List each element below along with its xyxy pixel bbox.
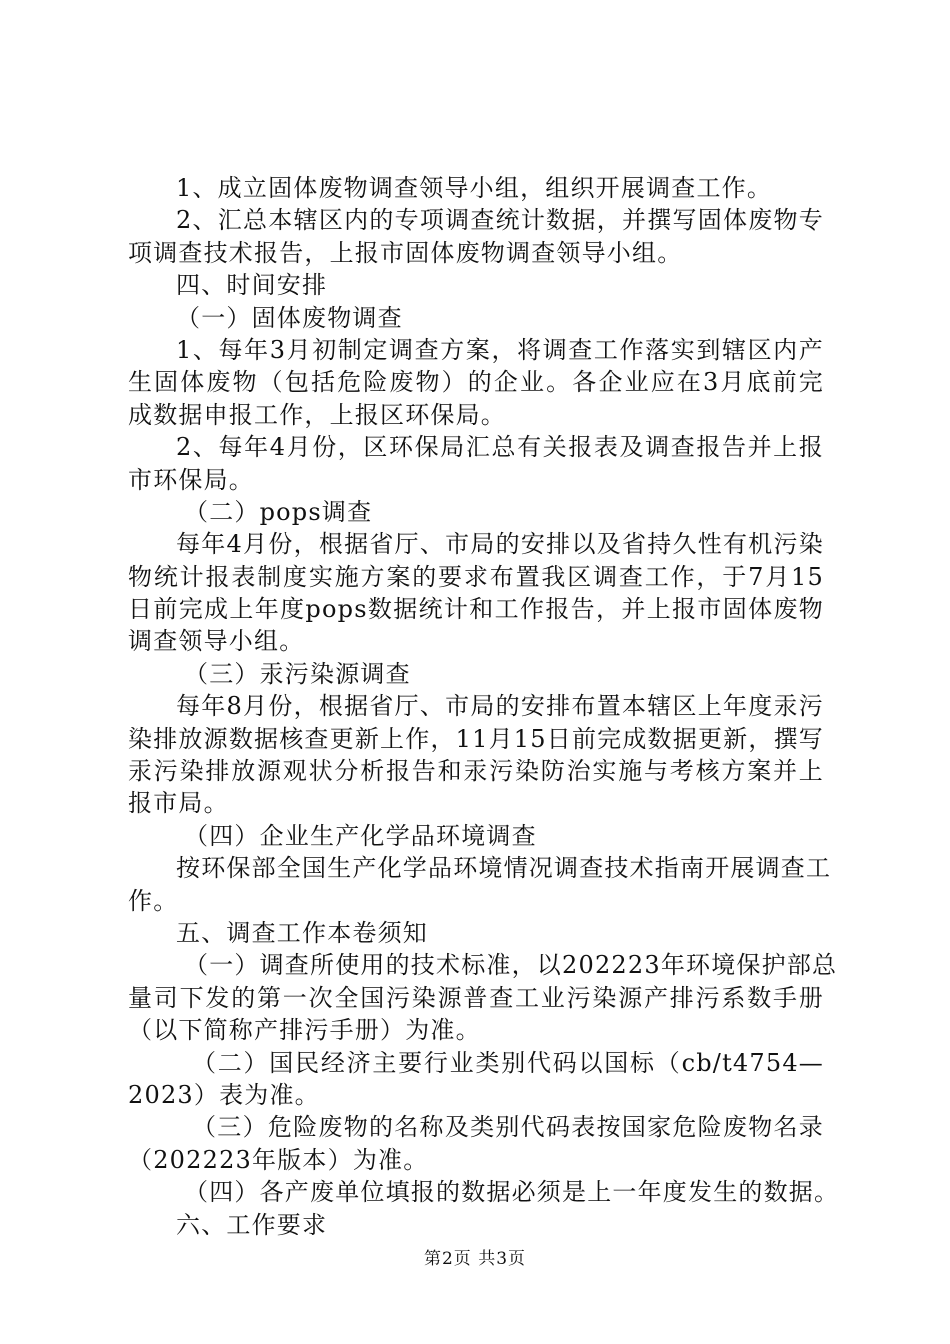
paragraph-line: 成数据申报工作，上报区环保局。 <box>128 400 506 429</box>
paragraph-line: 项调查技术报告，上报市固体废物调查领导小组。 <box>128 238 683 267</box>
paragraph-line: 2023）表为准。 <box>128 1080 320 1109</box>
paragraph-line: 调查领导小组。 <box>128 627 305 656</box>
paragraph-line: 2、每年4月份，区环保局汇总有关报表及调查报告并上报 <box>176 433 824 462</box>
section-heading: 五、调查工作本卷须知 <box>176 918 428 947</box>
paragraph-line: 按环保部全国生产化学品环境情况调查技术指南开展调查工 <box>176 854 832 883</box>
paragraph-line: 2、汇总本辖区内的专项调查统计数据，并撰写固体废物专 <box>176 206 824 235</box>
subsection-heading: （三）汞污染源调查 <box>184 659 411 688</box>
subsection-heading: （四）企业生产化学品环境调查 <box>184 821 537 850</box>
paragraph-line: 1、成立固体废物调查领导小组，组织开展调查工作。 <box>176 174 773 202</box>
paragraph-line: 物统计报表制度实施方案的要求布置我区调查工作，于7月15 <box>128 562 824 591</box>
paragraph-line: 作。 <box>128 886 179 915</box>
paragraph-line: 染排放源数据核查更新上作，11月15日前完成数据更新，撰写 <box>128 724 824 753</box>
paragraph-line: 汞污染排放源观状分析报告和汞污染防治实施与考核方案并上 <box>128 757 824 786</box>
section-heading: 四、时间安排 <box>176 271 328 300</box>
paragraph-line: 报市局。 <box>128 789 229 818</box>
paragraph-line: （三）危险废物的名称及类别代码表按国家危险废物名录 <box>192 1113 824 1142</box>
paragraph-line: （202223年版本）为准。 <box>128 1145 429 1174</box>
paragraph-line: 生固体废物（包括危险废物）的企业。各企业应在3月底前完 <box>128 368 824 397</box>
paragraph-line: 每年8月份，根据省厅、市局的安排布置本辖区上年度汞污 <box>176 692 824 721</box>
section-heading: 六、工作要求 <box>176 1210 328 1239</box>
document-body <box>128 172 840 1241</box>
subsection-heading: （一）固体废物调查 <box>176 303 403 332</box>
paragraph-line: 每年4月份，根据省厅、市局的安排以及省持久性有机污染 <box>176 530 824 559</box>
paragraph-line: 1、每年3月初制定调查方案，将调查工作落实到辖区内产 <box>176 335 824 364</box>
paragraph-line: （四）各产废单位填报的数据必须是上一年度发生的数据。 <box>184 1178 840 1207</box>
paragraph-line: 日前完成上年度pops数据统计和工作报告，并上报市固体废物 <box>128 595 824 624</box>
page-footer: 第2页 共3页 <box>423 1249 527 1269</box>
paragraph-line: （以下简称产排污手册）为准。 <box>128 1016 481 1045</box>
paragraph-line: （二）国民经济主要行业类别代码以国标（cb/t4754— <box>192 1048 824 1077</box>
paragraph-line: （一）调查所使用的技术标准，以202223年环境保护部总 <box>184 951 838 980</box>
paragraph-line: 量司下发的第一次全国污染源普查工业污染源产排污系数手册 <box>128 983 824 1012</box>
paragraph-line: 市环保局。 <box>128 465 254 494</box>
subsection-heading: （二）pops调查 <box>184 497 373 526</box>
